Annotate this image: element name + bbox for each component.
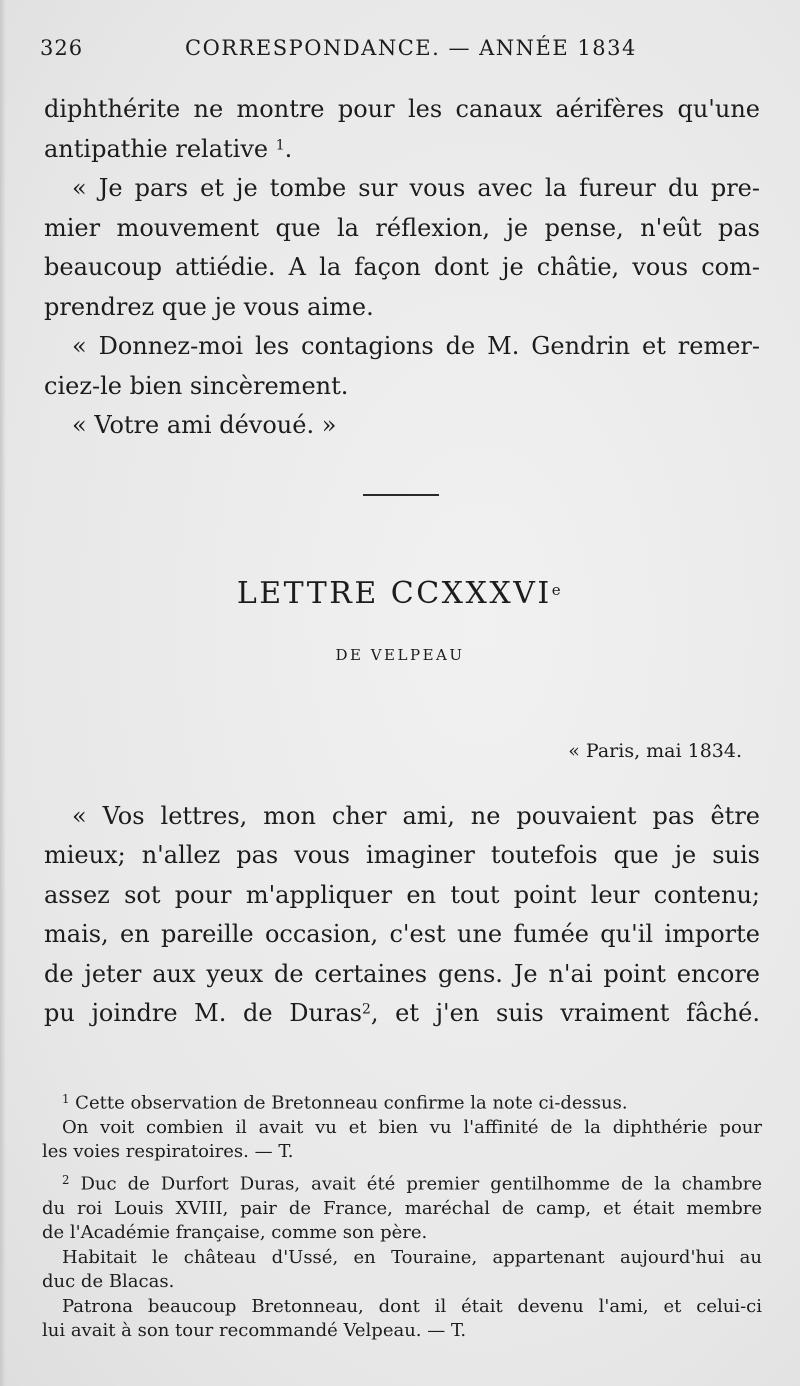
text-line: « Votre ami dévoué. » (72, 411, 337, 439)
text-line: diphthérite ne montre pour les canaux aérifères qu'une (44, 95, 760, 123)
text-line: mais, en pareille occasion, c'est une fumée qu'il importe (44, 920, 760, 949)
paragraph-continuation (44, 90, 760, 169)
dateline: « Paris, mai 1834. (568, 740, 742, 762)
text-line: beaucoup attiédie. A la façon dont je châtie, vous com- (44, 253, 760, 282)
page-number: 326 (40, 36, 84, 60)
running-head (40, 36, 760, 70)
text-line: Habitait le château d'Ussé, en Touraine, appartenant aujourd'hui au (62, 1246, 762, 1268)
text-line: de l'Académie française, comme son père. (42, 1222, 428, 1244)
footnote-2 (42, 1168, 762, 1344)
text-line: lui avait à son tour recommandé Velpeau. — T. (42, 1320, 467, 1342)
text-line: $^1$ Cette observation de Bretonneau confirme la note ci-dessus. (62, 1092, 628, 1114)
paragraph-fureur (44, 169, 760, 327)
text-line: pu joindre M. de Duras$^2$, et j'en suis vraiment fâché. (44, 999, 760, 1028)
text-line: On voit combien il avait vu et bien vu l'affinité de la diphthérie pour (62, 1116, 762, 1138)
text-line: assez sot pour m'appliquer en tout point leur contenu; (44, 880, 760, 909)
text-line: ciez-le bien sincèrement. (44, 371, 349, 400)
text-line: mier mouvement que la réflexion, je pense, n'eût pas (44, 213, 760, 242)
letter-body (44, 797, 760, 1033)
text-line: les voies respiratoires. — T. (42, 1141, 294, 1163)
text-line: du roi Louis XVIII, pair de France, maréchal de camp, et était membre (42, 1197, 762, 1219)
letter-title: LETTRE CCXXXVIe (236, 576, 564, 611)
text-line: mieux; n'allez pas vous imaginer toutefois que je suis (44, 841, 760, 870)
paragraph-signoff (44, 406, 760, 446)
text-line: de jeter aux yeux de certaines gens. Je n'ai point encore (44, 959, 760, 988)
text-line: duc de Blacas. (42, 1271, 175, 1293)
text-line: « Vos lettres, mon cher ami, ne pouvaient pas être (72, 802, 760, 830)
paragraph-contagions (44, 327, 760, 406)
footnote-1 (42, 1087, 762, 1165)
text-line: « Donnez-moi les contagions de M. Gendrin et remer- (72, 332, 760, 360)
text-line: « Je pars et je tombe sur vous avec la fureur du pre- (72, 174, 760, 202)
text-line: $^2$ Duc de Durfort Duras, avait été premier gentilhomme de la chambre (62, 1173, 762, 1195)
section-divider (363, 494, 439, 496)
footnote-ref-1[interactable]: 1 (275, 136, 285, 153)
letter-author: DE VELPEAU (335, 646, 465, 664)
footnote-ref-2[interactable]: 2 (362, 1001, 371, 1018)
text-line: antipathie relative $^1$. (44, 134, 293, 163)
text-line: Patrona beaucoup Bretonneau, dont il était devenu l'ami, et celui-ci (62, 1295, 762, 1317)
footnote-marker: 2 (62, 1173, 70, 1187)
running-title: CORRESPONDANCE. — ANNÉE 1834 (185, 36, 637, 60)
text-line: prendrez que je vous aime. (44, 292, 374, 321)
footnote-marker: 1 (62, 1092, 70, 1106)
